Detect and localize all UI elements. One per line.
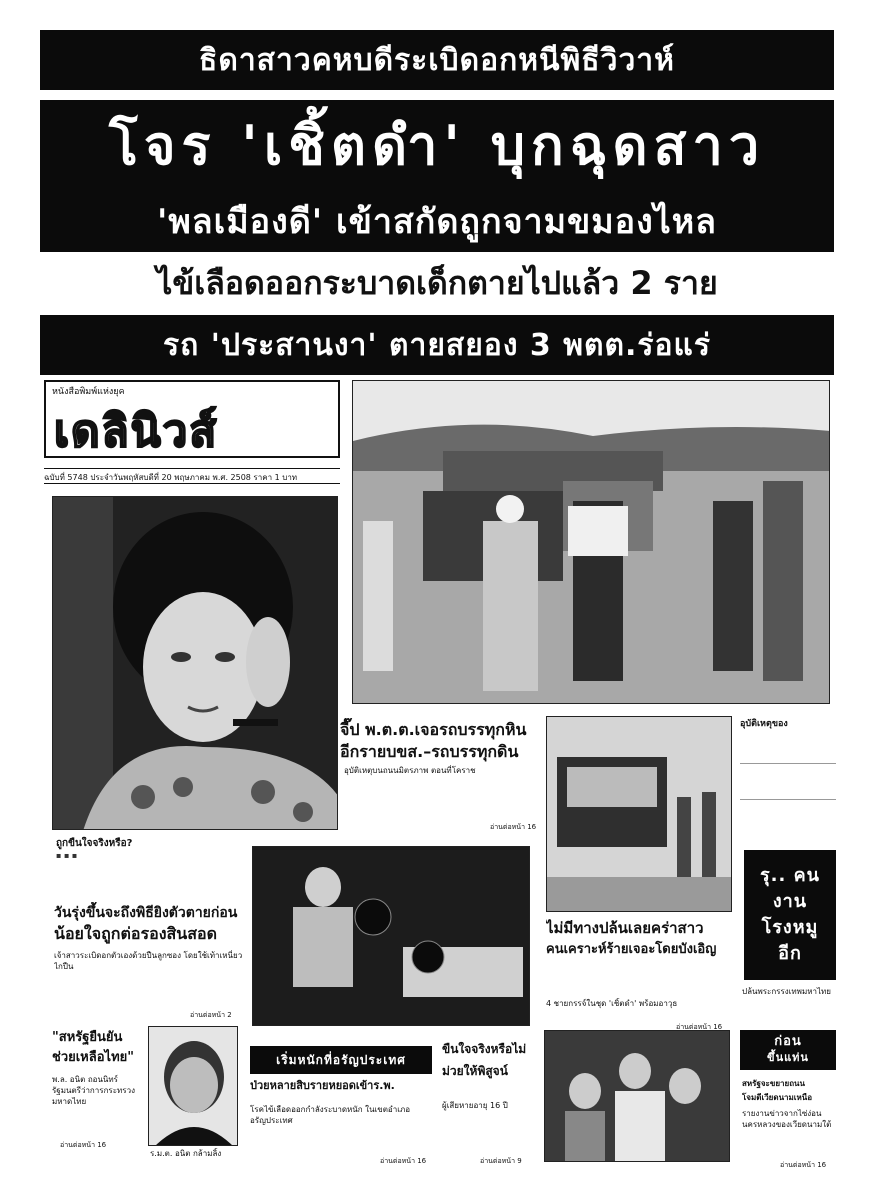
headline-5: รถ 'ประสานงา' ตายสยอง 3 พตต.ร่อแร่: [40, 315, 834, 375]
bride-headline-1: วันรุ่งขึ้นจะถึงพิธียิงตัวตายก่อน: [54, 905, 238, 921]
us-headline-1: "สหรัฐยืนยัน: [52, 1030, 123, 1045]
ghost-headline-2: ขึ้นแท่น: [767, 1051, 809, 1064]
boxing-photo: [252, 846, 530, 1026]
accident-continued: อ่านต่อหน้า 16: [490, 823, 537, 831]
bride-continued: อ่านต่อหน้า 2: [190, 1011, 232, 1019]
worker-body: 4 ชายกรรจ์ในชุด 'เชิ้ตดำ' พร้อมอาวุธ: [546, 999, 678, 1008]
accident-headline-2: อีกรายบขส.–รถบรรทุกดิน: [340, 742, 519, 761]
side-body: [740, 728, 836, 838]
ghost-item-2: โจมตีเวียดนามเหนือ: [742, 1093, 813, 1102]
force-headline-2: ม่วยให้พิสูจน์: [442, 1064, 508, 1078]
side-headline: อุบัติเหตุของ: [740, 719, 788, 729]
headline-1: ธิดาสาวคหบดีระเบิดอกหนีพิธีวิวาห์: [40, 30, 834, 90]
accident-headline-1: จี๊ป พ.ต.ต.เจอรถบรรทุกหิน: [340, 720, 527, 739]
ghost-headline: [740, 1030, 836, 1070]
worker-headline-1: ไม่มีทางปล้นเลยคร่าสาว: [546, 919, 704, 937]
headline-4: ไข้เลือดออกระบาดเด็กตายไปแล้ว 2 ราย: [156, 264, 718, 302]
minister-portrait-photo: [148, 1026, 238, 1146]
side-box-body: ปล้นพระกรรงเทพมหาไทย: [742, 987, 831, 996]
masthead-title: เดลินิวส์: [54, 406, 219, 457]
bus-accident-photo: [546, 716, 732, 912]
us-headline-2: ช่วยเหลือไทย": [52, 1050, 135, 1065]
force-body: ผู้เสียหายอายุ 16 ปี: [442, 1101, 508, 1110]
question-body: ▪ ▪ ▪: [56, 851, 78, 860]
dateline: ฉบับที่ 5748 ประจำวันพฤหัสบดีที่ 20 พฤษภาคม พ.ศ. 2508 ราคา 1 บาท: [44, 468, 340, 484]
woman-portrait-photo: [52, 496, 338, 830]
ghost-continued: อ่านต่อหน้า 16: [780, 1161, 827, 1169]
bride-body: เจ้าสาวระเบิดอกตัวเองด้วยปืนลูกซอง โดยใช้เท้าเหนี่ยวไกปืน: [54, 951, 243, 971]
force-headline-1: ขืนใจจริงหรือไม่: [442, 1042, 527, 1056]
headline-2: โจร 'เชิ้ตดำ' บุกฉุดสาว: [40, 100, 834, 190]
dengue-body: โรคไข้เลือดออกกำลังระบาดหนัก ในเขตอำเภออรัญประเทศ: [250, 1105, 411, 1125]
worker-headline-2: คนเคราะห์ร้ายเจอะโดยบังเอิญ: [546, 942, 717, 957]
headline-3: 'พลเมืองดี' เข้าสกัดถูกจามขมองไหล: [40, 190, 834, 252]
accident-body: อุบัติเหตุบนถนนมิตรภาพ ตอนที่โคราช: [344, 766, 476, 775]
us-continued: อ่านต่อหน้า 16: [60, 1141, 107, 1149]
side-box-headline: รุ.. คนงานโรงหมูอีก: [744, 850, 836, 980]
masthead: [44, 380, 340, 458]
minister-caption: ร.ม.ต. อนิต กล้ามลิ้ง: [150, 1149, 222, 1158]
masthead-label: หนังสือพิมพ์แห่งยุค: [52, 387, 125, 397]
dengue-headline-1: เริ่มหนักที่อรัญประเทศ: [250, 1046, 432, 1074]
accident-scene-photo: [352, 380, 830, 704]
ghost-headline-1: ก่อน: [774, 1034, 802, 1049]
dengue-continued: อ่านต่อหน้า 16: [380, 1157, 427, 1165]
family-group-photo: [544, 1030, 730, 1162]
worker-continued: อ่านต่อหน้า 16: [676, 1023, 723, 1031]
force-continued: อ่านต่อหน้า 9: [480, 1157, 522, 1165]
question-headline: ถูกขืนใจจริงหรือ?: [56, 838, 133, 849]
bride-headline-2: น้อยใจถูกต่อรองสินสอด: [54, 924, 217, 943]
us-body: พ.ล. อนิต ถอนนิทร์ รัฐมนตรีว่าการกระทรวงมหาดไทย: [52, 1075, 135, 1106]
ghost-item-1: สหรัฐจะขยายถนน: [742, 1079, 805, 1088]
ghost-item-3: รายงานข่าวจากไซ่ง่อน นครหลวงของเวียดนามใต้: [742, 1109, 832, 1129]
dengue-headline-2: ป่วยหลายสิบรายหยอดเข้าร.พ.: [250, 1079, 395, 1092]
